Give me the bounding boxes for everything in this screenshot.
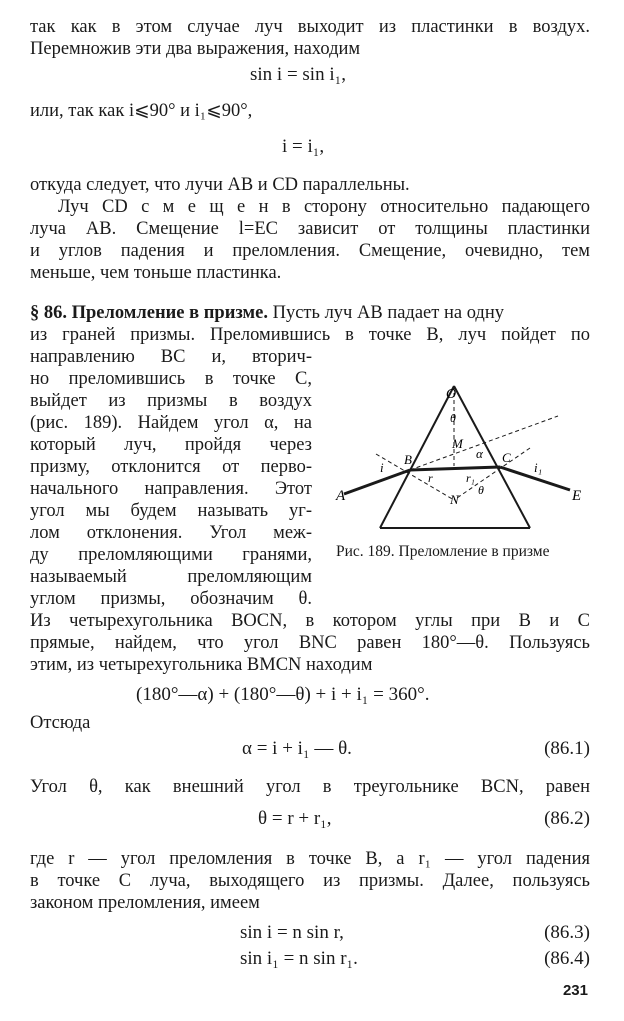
text-line: так как в этом случае луч выходит из пластинки в воздух. [30,17,590,37]
label-C: C [502,450,511,465]
text-line: откуда следует, что лучи AB и CD параллельны. [30,175,410,195]
text-line: призму, отклонится от перво- [30,457,312,477]
section-title: § 86. Преломление в призме. [30,303,268,323]
text-line: который луч, пройдя через [30,435,312,455]
text-line: (рис. 189). Найдем угол α, на [30,413,312,433]
text-line: луча AB. Смещение l=EC зависит от толщины пластинки [30,219,590,239]
equation-number: (86.4) [544,948,590,969]
section-first-line [30,302,590,324]
text-line: и углов падения и преломления. Смещение, очевидно, тем [30,241,590,261]
text-line: этим, из четырехугольника BMCN находим [30,655,373,675]
prism-figure [330,378,592,538]
text-line: прямые, найдем, что угол BNC равен 180°—θ. Пользуясь [30,633,590,653]
text-line: Перемножив эти два выражения, находим [30,39,361,59]
equation-number: (86.1) [544,738,590,759]
text-line: в точке C луча, выходящего из призмы. Далее, пользуясь [30,871,590,891]
label-O: O [446,387,457,402]
text-line: ду преломляющими гранями, [30,545,312,565]
text-line: начального направления. Этот [30,479,312,499]
text-line: называемый преломляющим [30,567,312,587]
label-r1: r₁ [466,471,475,485]
equation-number: (86.3) [544,922,590,943]
text-line: лом отклонения. Угол меж- [30,523,312,543]
book-page: так как в этом случае луч выходит из пластинки в воздух. Перемножив эти два выражения, находим sin i = sin i₁, или, так как i⩽90° и i₁⩽90°, i = i₁, откуда следует, что лучи AB и CD параллельны. Луч CD с м е щ е н в сторону относительно падающего луча AB. Смещение l=EC зависит от толщины пластинки и углов падения и преломления. Смещение, очевидно, тем меньше, чем тоньше пластинка. § 86. Преломление в призме. Пусть луч AB падает на одну из граней призмы. Преломившись в точке B, луч пойдет по направлению BC и, вторич- но преломившись в точке C, выйдет из призмы в воздух (рис. 189). Найдем угол α, на который луч, пройдя через призму, отклонится от перво- начального направления. Этот угол мы будем называть уг- лом отклонения. Угол меж- ду преломляющими гранями, называемый преломляющим углом призмы, обозначим θ. Из четырехугольника BOCN, в котором углы при B и C прямые, найдем, что угол BNC равен 180°—θ. Пользуясь этим, из четырехугольника BMCN находим (180°—α) + (180°—θ) + i + i₁ = 360°. Отсюда α = i + i₁ — θ. (86.1) Угол θ, как внешний угол в треугольнике BCN, равен θ = r + r₁, (86.2) где r — угол преломления в точке B, а r₁ — угол падения в точке C луча, выходящего из призмы. Далее, пользуясь законом преломления, имеем sin i = n sin r, (86.3) sin i₁ = n sin r₁. (86.4) O θ M α B C i i₁ r r₁ N θ A E Рис. 189. Преломление в призме 231 [30,17,590,999]
text-line: Из четырехугольника BOCN, в котором углы при B и C [30,611,590,631]
text-line: Луч CD с м е щ е н в сторону относительно падающего [58,197,590,217]
page-number: 231 [562,982,588,999]
label-theta: θ [450,411,456,425]
label-i: i [380,460,384,475]
text-line: где r — угол преломления в точке B, а r₁ — угол падения [30,849,590,869]
text-line: из граней призмы. Преломившись в точке B, луч пойдет по [30,325,590,345]
label-theta2: θ [478,483,484,497]
text-line: выйдет из призмы в воздух [30,391,312,411]
text-line: направлению BC и, вторич- [30,347,312,367]
text-line: Отсюда [30,713,91,733]
text-line: Пусть луч AB падает на одну [272,303,504,323]
text-line: угол мы будем называть уг- [30,501,312,521]
label-i1: i₁ [534,460,543,475]
label-alpha: α [476,446,483,461]
text-line: или, так как i⩽90° и i₁⩽90°, [30,101,253,121]
text-line: меньше, чем тоньше пластинка. [30,263,282,283]
label-E: E [572,488,582,504]
figure-caption: Рис. 189. Преломление в призме [336,543,550,560]
equation-number: (86.2) [544,808,590,829]
label-r: r [428,471,433,485]
text-line: законом преломления, имеем [30,893,260,913]
label-N: N [450,492,459,507]
text-line: Угол θ, как внешний угол в треугольнике BCN, равен [30,777,590,797]
text-line: углом призмы, обозначим θ. [30,589,312,609]
label-B: B [404,452,412,467]
label-A: A [336,488,346,504]
text-line: но преломившись в точке C, [30,369,312,389]
label-M: M [452,436,463,451]
